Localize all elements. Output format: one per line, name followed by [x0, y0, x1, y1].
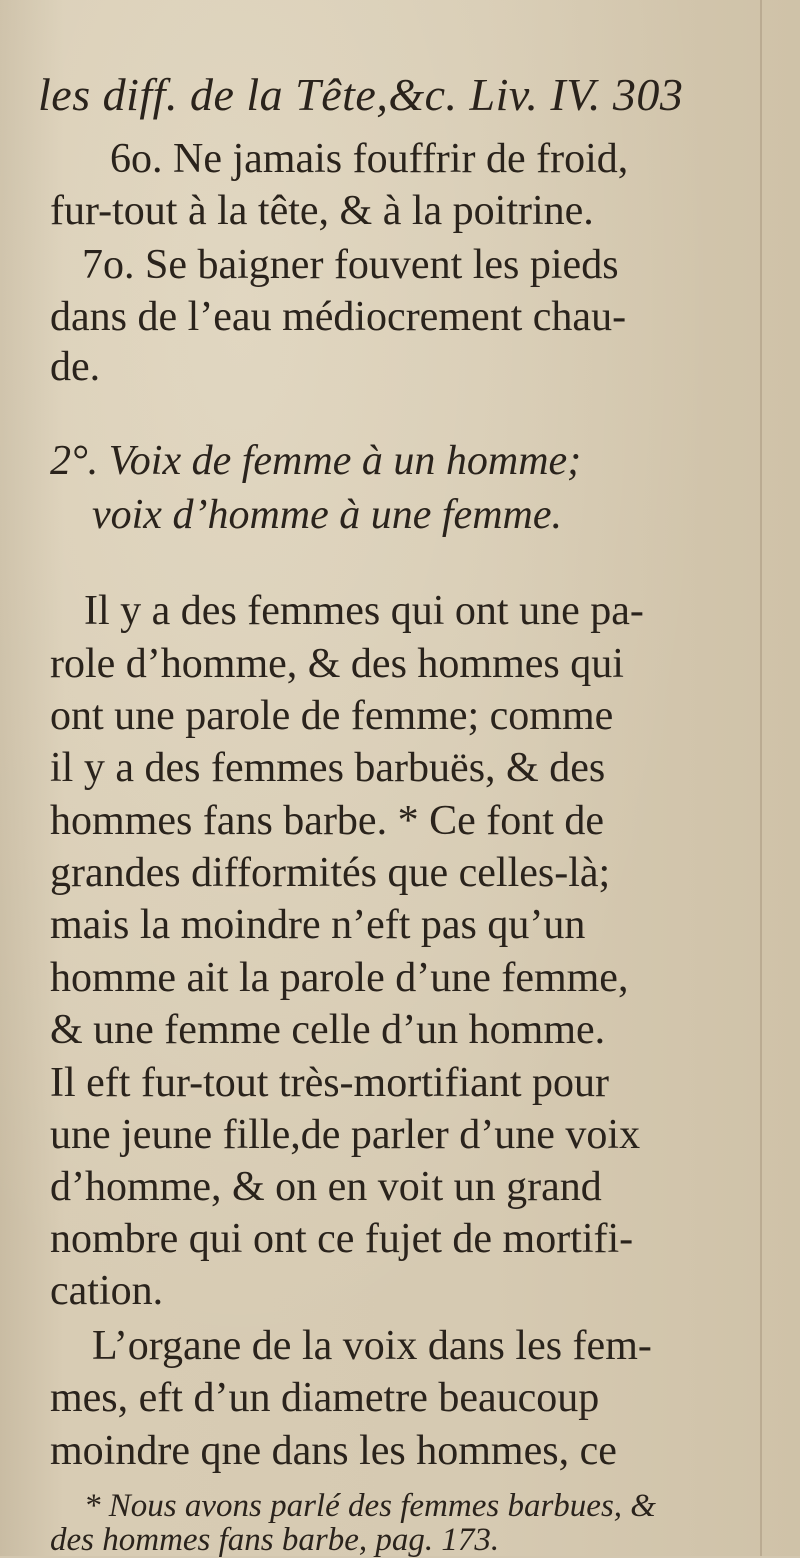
item-line: de. [50, 344, 101, 390]
running-header: les diff. de la Tête,&c. Liv. IV. 303 [38, 69, 684, 120]
item-line: 7o. Se baigner fouvent les pieds [82, 242, 619, 288]
paragraph-line: Il y a des femmes qui ont une pa- [84, 588, 644, 634]
item-line: fur-tout à la tête, & à la poitrine. [50, 188, 594, 234]
paragraph-line: moindre qne dans les hommes, ce [50, 1428, 617, 1474]
paragraph-line: mais la moindre n’eft pas qu’un [50, 902, 586, 948]
section-heading-line2: voix d’homme à une femme. [92, 492, 562, 538]
paragraph-line: cation. [50, 1268, 164, 1314]
page-gutter-shadow [760, 0, 762, 1556]
paragraph-line: role d’homme, & des hommes qui [50, 641, 624, 687]
paragraph-line: L’organe de la voix dans les fem- [92, 1323, 652, 1369]
item-line: 6o. Ne jamais fouffrir de froid, [110, 136, 629, 182]
paragraph-line: & une femme celle d’un homme. [50, 1007, 606, 1053]
paragraph-line: homme ait la parole d’une femme, [50, 955, 629, 1001]
paragraph-line: hommes fans barbe. * Ce font de [50, 798, 605, 844]
paragraph-line: Il eft fur-tout très-mortifiant pour [50, 1060, 609, 1106]
footnote-line: * Nous avons parlé des femmes barbues, & [84, 1488, 656, 1524]
paragraph-line: nombre qui ont ce fujet de mortifi- [50, 1216, 634, 1262]
paragraph-line: il y a des femmes barbuës, & des [50, 745, 606, 791]
paragraph-line: une jeune fille,de parler d’une voix [50, 1112, 641, 1158]
paragraph-line: mes, eft d’un diametre beaucoup [50, 1375, 600, 1421]
footnote-line: des hommes fans barbe, pag. 173. [50, 1522, 500, 1558]
paragraph-line: ont une parole de femme; comme [50, 693, 614, 739]
paragraph-line: d’homme, & on en voit un grand [50, 1164, 602, 1210]
item-line: dans de l’eau médiocrement chau- [50, 294, 627, 340]
section-heading: 2°. Voix de femme à un homme; [50, 438, 582, 484]
paragraph-line: grandes difformités que celles-là; [50, 850, 611, 896]
